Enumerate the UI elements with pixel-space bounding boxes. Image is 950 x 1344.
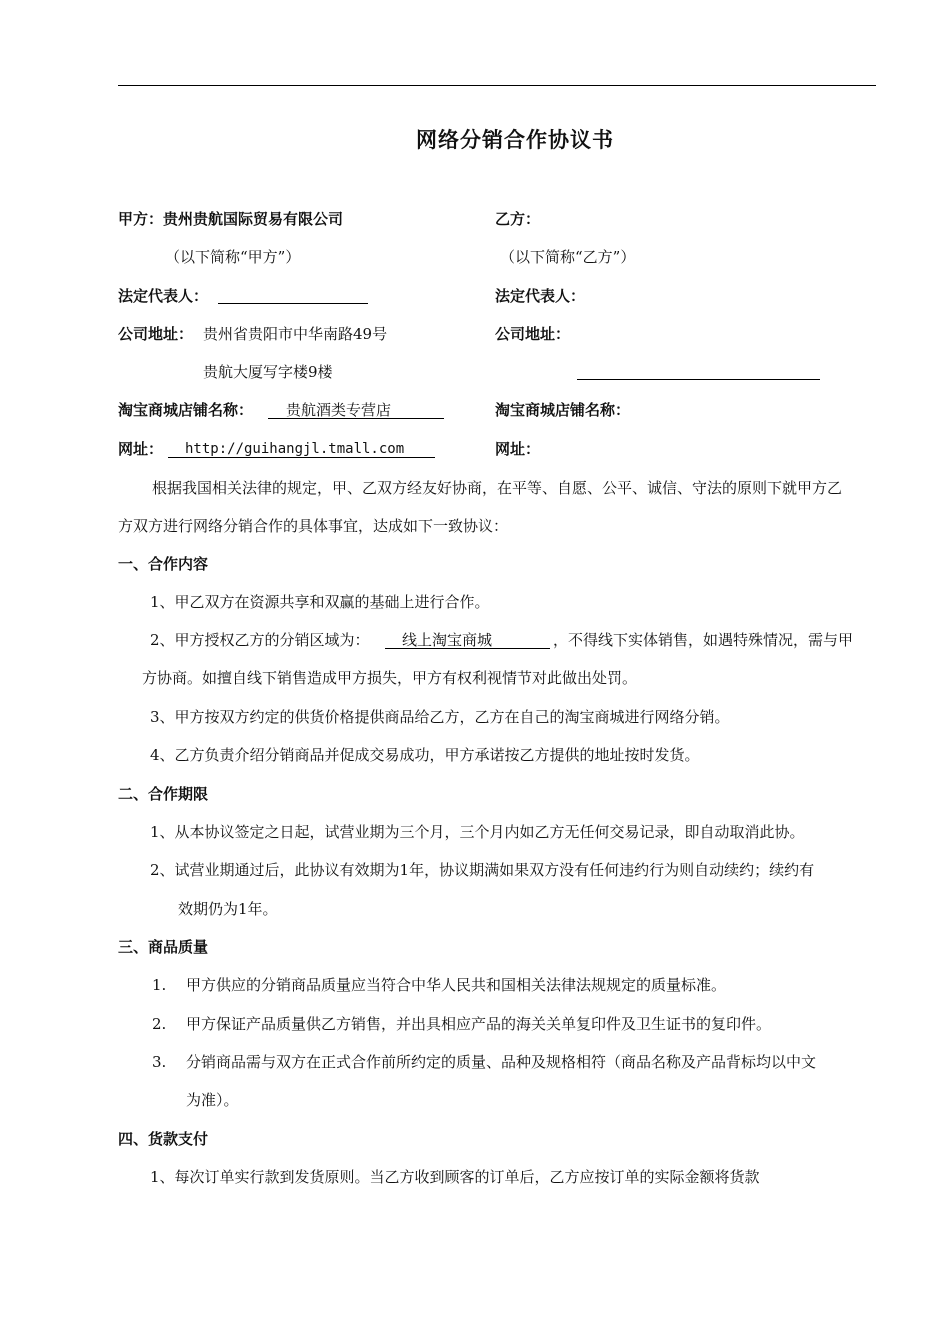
section-2-heading: 二、合作期限 — [118, 785, 209, 803]
s1-p2-region: 线上淘宝商城 — [402, 631, 493, 649]
party-a-shop-value: 贵航酒类专营店 — [286, 401, 392, 419]
party-a-url-underline — [168, 457, 435, 458]
s3-p2: 甲方保证产品质量供乙方销售，并出具相应产品的海关关单复印件及卫生证书的复印件。 — [186, 1015, 772, 1033]
section-3-heading: 三、商品质量 — [118, 938, 209, 956]
party-b-rep-label: 法定代表人： — [495, 287, 586, 305]
section-1-heading: 一、合作内容 — [118, 555, 209, 573]
party-b-abbr: （以下简称“乙方”） — [500, 248, 636, 266]
party-a-rep-label: 法定代表人： — [118, 287, 209, 305]
party-a-rep-blank — [218, 303, 368, 304]
s1-p2-region-underline — [385, 648, 550, 649]
s1-p2-pre: 2、甲方授权乙方的分销区域为： — [150, 631, 370, 649]
party-a-addr-line2: 贵航大厦写字楼9楼 — [203, 363, 333, 381]
s3-p1: 甲方供应的分销商品质量应当符合中华人民共和国相关法律法规规定的质量标准。 — [186, 976, 727, 994]
page-title: 网络分销合作协议书 — [416, 128, 614, 152]
s1-p4: 4、乙方负责介绍分销商品并促成交易成功，甲方承诺按乙方提供的地址按时发货。 — [150, 746, 700, 764]
s3-n1: 1. — [152, 976, 167, 994]
s4-p1: 1、每次订单实行款到发货原则。当乙方收到顾客的订单后，乙方应按订单的实际金额将货款 — [150, 1168, 760, 1186]
s1-p2-post: ，不得线下实体销售，如遇特殊情况，需与甲 — [553, 631, 854, 649]
section-4-heading: 四、货款支付 — [118, 1130, 209, 1148]
s2-p1: 1、从本协议签定之日起，试营业期为三个月，三个月内如乙方无任何交易记录，即自动取消此协。 — [150, 823, 805, 841]
s3-p3-cont: 为准）。 — [186, 1091, 239, 1109]
intro-line2: 方双方进行网络分销合作的具体事宜，达成如下一致协议： — [118, 517, 509, 535]
header-rule — [118, 85, 876, 86]
s3-p3: 分销商品需与双方在正式合作前所约定的质量、品种及规格相符（商品名称及产品背标均以中文 — [186, 1053, 817, 1071]
party-a-url-link[interactable]: http://guihangjl.tmall.com — [185, 441, 405, 457]
s2-p2-cont: 效期仍为1年。 — [178, 900, 278, 918]
party-a-abbr: （以下简称“甲方”） — [165, 248, 301, 266]
party-a-name: 甲方：贵州贵航国际贸易有限公司 — [118, 210, 344, 228]
s3-n2: 2. — [152, 1015, 167, 1033]
s3-n3: 3. — [152, 1053, 167, 1071]
intro-line1: 根据我国相关法律的规定，甲、乙双方经友好协商，在平等、自愿、公平、诚信、守法的原则下就甲方乙 — [152, 479, 843, 497]
party-b-addr-label: 公司地址： — [495, 325, 571, 343]
party-b-name: 乙方： — [495, 210, 541, 228]
party-a-url-label: 网址： — [118, 440, 164, 458]
party-b-addr-blank — [577, 379, 820, 380]
s1-p3: 3、甲方按双方约定的供货价格提供商品给乙方，乙方在自己的淘宝商城进行网络分销。 — [150, 708, 730, 726]
party-a-shop-underline — [268, 418, 444, 419]
s1-p2-cont: 方协商。如擅自线下销售造成甲方损失，甲方有权利视情节对此做出处罚。 — [142, 669, 638, 687]
s1-p1: 1、甲乙双方在资源共享和双赢的基础上进行合作。 — [150, 593, 490, 611]
party-b-shop-label: 淘宝商城店铺名称： — [495, 401, 631, 419]
party-a-addr-line1: 贵州省贵阳市中华南路49号 — [203, 325, 388, 343]
party-a-shop-label: 淘宝商城店铺名称： — [118, 401, 254, 419]
s2-p2: 2、试营业期通过后，此协议有效期为1年，协议期满如果双方没有任何违约行为则自动续约；续约有 — [150, 861, 815, 879]
party-b-url-label: 网址： — [495, 440, 541, 458]
party-a-addr-label: 公司地址： — [118, 325, 194, 343]
